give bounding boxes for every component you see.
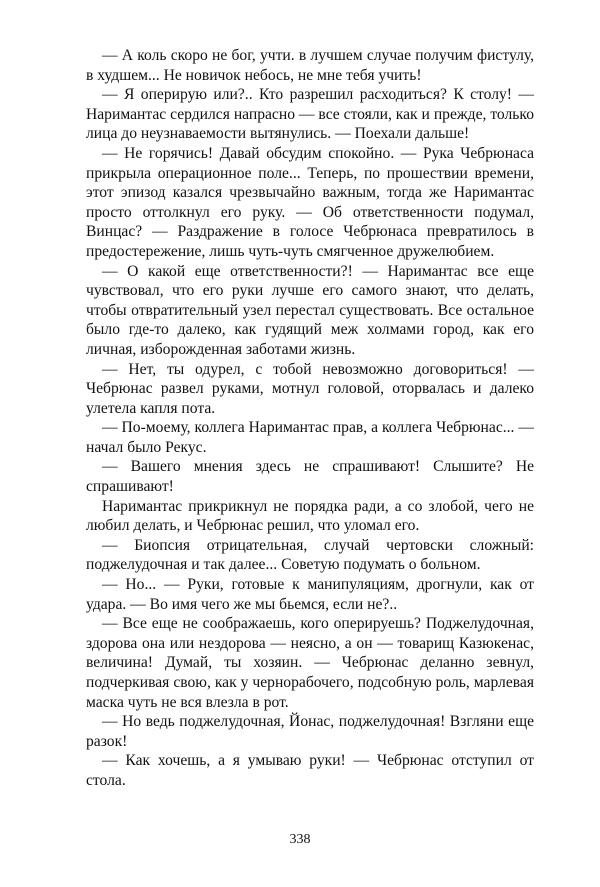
paragraph-3: — Не горячись! Давай обсудим спокойно. — Рука Чебрюнаса прикрыла операционное поле... Теперь, по прошествии времени, этот эпизод казался чрезвычайно важным, тогда же Наримантас просто оттолкнул его руку. — Об ответственности подумал, Винцас? — Раздражение в голосе Чебрюнаса превратилось в предостережение, лишь чуть-чуть смягченное дружелюбием. (86, 144, 534, 260)
paragraph-12: — Но ведь поджелудочная, Йонас, поджелудочная! Взгляни еще разок! (86, 713, 534, 750)
paragraph-2: — Я оперирую или?.. Кто разрешил расходиться? К столу! — Наримантас сердился напрасно — все стояли, как и прежде, только лица до неузнаваемости вытянулись. — Поехали дальше! (86, 86, 534, 143)
paragraph-13: — Как хочешь, а я умываю руки! — Чебрюнас отступил от стола. (86, 752, 534, 789)
page-number: 338 (289, 832, 311, 847)
paragraph-6: — По-моему, коллега Наримантас прав, а коллега Чебрюнас... — начал было Рекус. (86, 419, 534, 456)
paragraph-5: — Нет, ты одурел, с тобой невозможно договориться! — Чебрюнас развел руками, мотнул головой, оторвалась и далеко улетела капля пота. (86, 360, 534, 417)
paragraph-10: — Но... — Руки, готовые к манипуляциям, дрогнули, как от удара. — Во имя чего же мы бьемся, если не?.. (86, 576, 534, 613)
paragraph-11: — Все еще не соображаешь, кого оперируешь? Поджелудочная, здорова она или нездорова — неясно, а он — товарищ Казюкенас, величина! Думай, ты хозяин. — Чебрюнас деланно зевнул, подчеркивая свою, как у чернорабочего, подсобную роль, марлевая маска чуть не вся влезла в рот. (86, 615, 534, 711)
paragraph-7: — Вашего мнения здесь не спрашивают! Слышите? Не спрашивают! (86, 458, 534, 496)
book-page-text (86, 46, 534, 791)
paragraph-9: — Биопсия отрицательная, случай чертовски сложный: поджелудочная и так далее... Советую подумать о больном. (86, 536, 534, 574)
paragraph-8: Наримантас прикрикнул не порядка ради, а со злобой, чего не любил делать, и Чебрюнас решил, что уломал его. (86, 497, 534, 535)
paragraph-4: — О какой еще ответственности?! — Наримантас все еще чувствовал, что его руки лучше его самого знают, что делать, чтобы отвратительный узел перестал существовать. Все остальное было где-то далеко, как гудящий меж холмами город, как его личная, изборожденная заботами жизнь. (86, 262, 534, 358)
paragraph-1: — А коль скоро не бог, учти. в лучшем случае получим фистулу, в худшем... Не новичок небось, не мне тебя учить! (86, 47, 534, 84)
